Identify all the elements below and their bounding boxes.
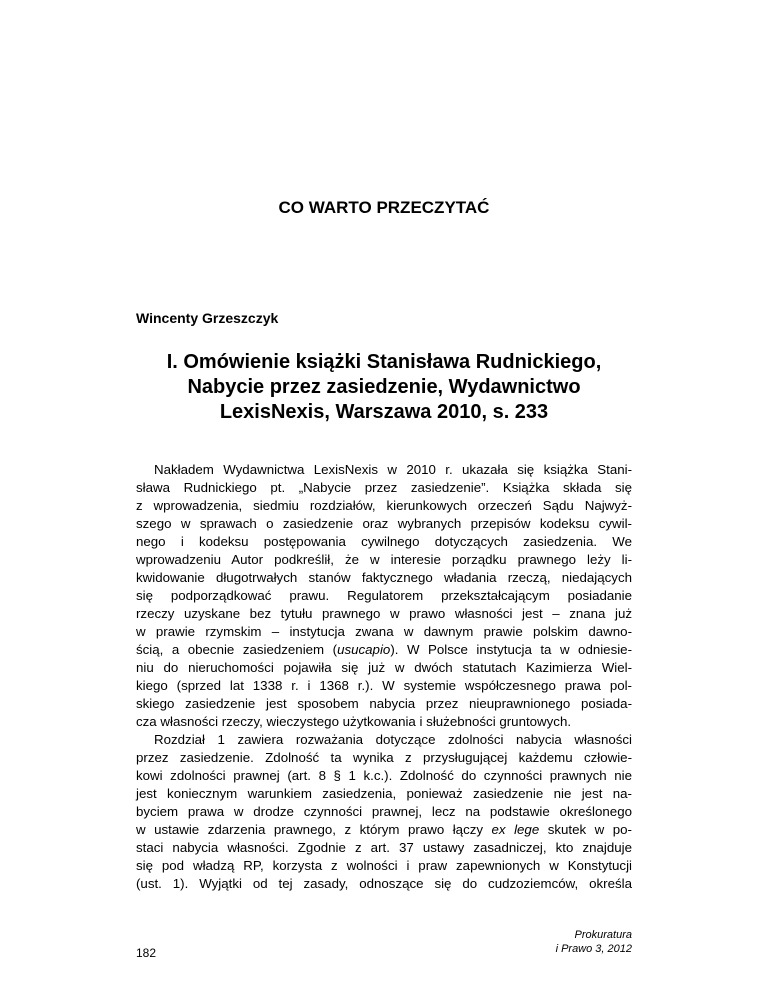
page-number: 182 — [136, 946, 157, 960]
article-body — [136, 461, 632, 893]
journal-citation — [556, 928, 632, 956]
text-line: Nakładem Wydawnictwa LexisNexis w 2010 r. ukazała się książka Stani- — [154, 462, 632, 477]
text-line: Rozdział 1 zawiera rozważania dotyczące zdolności nabycia własności — [154, 732, 632, 747]
text-line: się pod władzą RP, korzysta z wolności i praw zapewnionych w Konstytucji — [136, 858, 632, 873]
text-line: byciem prawa w drodze czynności prawnej, lecz na podstawie określonego — [136, 804, 632, 819]
text-line: niu do nieruchomości pojawiła się już w dwóch statutach Kazimierza Wiel- — [136, 660, 632, 675]
section-heading: CO WARTO PRZECZYTAĆ — [278, 198, 490, 217]
text-line: sława Rudnickiego pt. „Nabycie przez zasiedzenie”. Książka składa się — [136, 480, 632, 495]
author-name: Wincenty Grzeszczyk — [136, 310, 279, 326]
text-line — [136, 821, 632, 839]
text-line: wprowadzeniu Autor podkreślił, że w interesie porządku prawnego leży li- — [136, 552, 632, 567]
text-line: szego w sprawach o zasiedzenie oraz wybranych przepisów kodeksu cywil- — [136, 516, 632, 531]
text-line: kwidowanie długotrwałych stanów faktycznego władania rzeczą, niedających — [136, 570, 632, 585]
article-title-line: LexisNexis, Warszawa 2010, s. 233 — [219, 401, 549, 423]
text-segment: skutek w po- — [539, 822, 632, 837]
text-line: jest koniecznym warunkiem zasiedzenia, ponieważ zasiedzenie nie jest na- — [136, 786, 632, 801]
journal-name: Prokuratura — [574, 929, 632, 941]
latin-term-usucapio: usucapio — [337, 642, 391, 657]
article-title-line: I. Omówienie książki Stanisława Rudnickiego, — [166, 351, 602, 373]
text-line: przez zasiedzenie. Zdolność ta wynika z przysługującej każdemu człowie- — [136, 750, 632, 765]
journal-issue: i Prawo 3, 2012 — [555, 943, 632, 955]
text-segment: w ustawie zdarzenia prawnego, z którym prawo łączy — [136, 822, 492, 837]
latin-term-ex-lege: ex lege — [491, 822, 540, 837]
text-line: kowi zdolności prawnej (art. 8 § 1 k.c.). Zdolność do czynności prawnych nie — [136, 768, 632, 783]
text-line: się podporządkować prawu. Regulatorem przekształcającym posiadanie — [136, 588, 632, 603]
text-line — [136, 641, 632, 659]
text-line: w prawie rzymskim – instytucja zwana w dawnym prawie polskim dawno- — [136, 624, 632, 639]
text-line: cza własności rzeczy, wieczystego użytkowania i służebności gruntowych. — [136, 714, 572, 729]
paragraph-2 — [136, 731, 632, 893]
article-title — [136, 350, 632, 425]
text-line: nego i kodeksu postępowania cywilnego dotyczących zasiedzenia. We — [136, 534, 632, 549]
text-line: (ust. 1). Wyjątki od tej zasady, odnoszące się do cudzoziemców, określa — [136, 876, 632, 891]
text-line: rzeczy uzyskane bez tytułu prawnego w prawo własności jest – znana już — [136, 606, 632, 621]
text-segment: ). W Polsce instytucja ta w odniesie- — [390, 642, 633, 657]
text-segment: ścią, a obecnie zasiedzeniem ( — [136, 642, 338, 657]
text-line: staci nabycia własności. Zgodnie z art. 37 ustawy zasadniczej, kto znajduje — [136, 840, 632, 855]
text-line: skiego zasiedzenie jest sposobem nabycia przez nieuprawnionego posiada- — [136, 696, 632, 711]
text-line: kiego (sprzed lat 1338 r. i 1368 r.). W systemie współczesnego prawa pol- — [136, 678, 632, 693]
paragraph-1 — [136, 461, 632, 731]
article-title-line: Nabycie przez zasiedzenie, Wydawnictwo — [187, 376, 581, 398]
text-line: z wprowadzenia, siedmiu rozdziałów, kierunkowych orzeczeń Sądu Najwyż- — [136, 498, 632, 513]
